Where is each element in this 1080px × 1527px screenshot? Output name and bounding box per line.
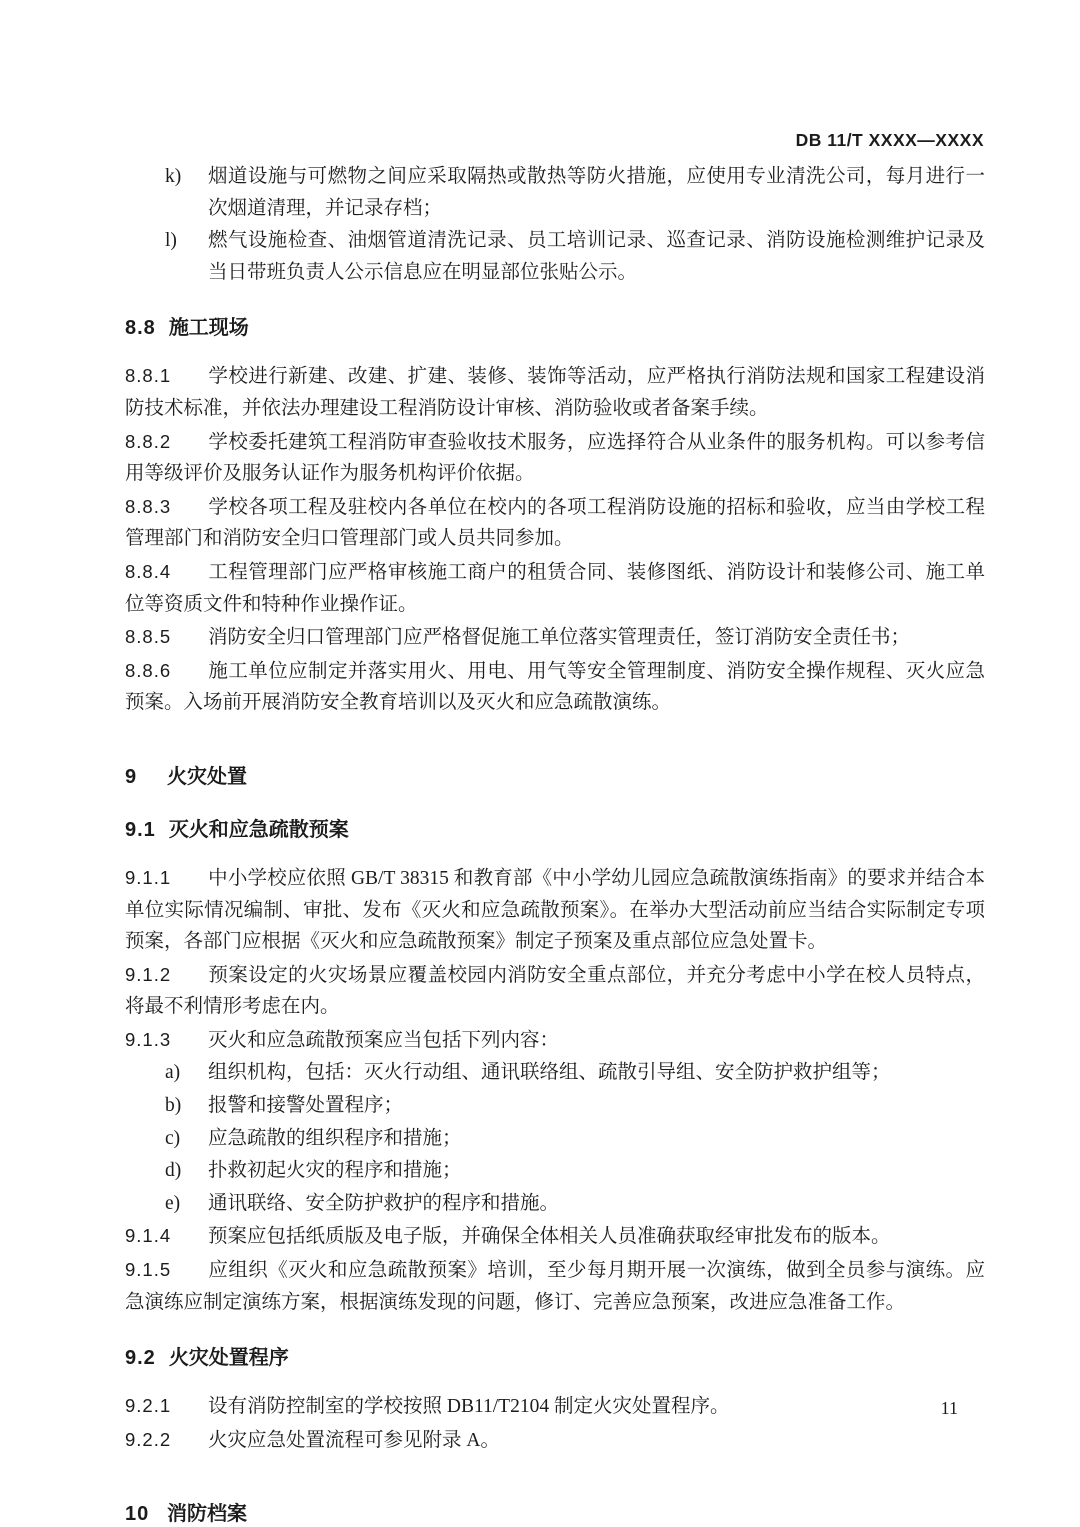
list-item-text: 烟道设施与可燃物之间应采取隔热或散热等防火措施，应使用专业清洗公司，每月进行一次烟道清理，并记录存档； — [208, 166, 985, 219]
clause-text: 施工单位应制定并落实用火、用电、用气等安全管理制度、消防安全操作规程、灭火应急预案。入场前开展消防安全教育培训以及灭火和应急疏散演练。 — [125, 660, 985, 714]
clause-text: 设有消防控制室的学校按照 DB11/T2104 制定火灾处置程序。 — [208, 1396, 730, 1418]
standard-number-header: DB 11/T XXXX—XXXX — [795, 130, 984, 150]
list-item — [125, 1057, 985, 1089]
list-marker: k) — [165, 166, 182, 187]
clause-text: 中小学校应依照 GB/T 38315 和教育部《中小学幼儿园应急疏散演练指南》的要求并结合本单位实际情况编制、审批、发布《灭火和应急疏散预案》。在举办大型活动前应当结合实际制定专项预案，各部门应根据《灭火和应急疏散预案》制定子预案及重点部位应急处置卡。 — [125, 867, 985, 953]
clause-number: 9.1.2 — [125, 963, 172, 985]
clause-text: 学校进行新建、改建、扩建、装修、装饰等活动，应严格执行消防法规和国家工程建设消防技术标准，并依法办理建设工程消防设计审核、消防验收或者备案手续。 — [125, 366, 985, 419]
list-item-text: 扑救初起火灾的程序和措施； — [208, 1160, 462, 1182]
heading-title: 火灾处置程序 — [168, 1347, 289, 1370]
list-item — [125, 1155, 985, 1187]
list-item-text: 组织机构，包括：灭火行动组、通讯联络组、疏散引导组、安全防护救护组等； — [208, 1062, 891, 1084]
clause-text: 灭火和应急疏散预案应当包括下列内容： — [208, 1029, 560, 1051]
list-item — [125, 1123, 985, 1155]
heading-number: 10 — [125, 1503, 150, 1526]
clause-number: 8.8.4 — [125, 560, 172, 582]
heading-number: 8.8 — [125, 317, 156, 340]
heading-title: 灭火和应急疏散预案 — [168, 818, 349, 841]
section-heading — [125, 1345, 985, 1371]
heading-title: 火灾处置 — [167, 765, 247, 788]
clause-paragraph — [125, 491, 985, 555]
clause-paragraph — [125, 1024, 985, 1057]
clause-text: 工程管理部门应严格审核施工商户的租赁合同、装修图纸、消防设计和装修公司、施工单位等资质文件和特种作业操作证。 — [125, 561, 985, 615]
clause-text: 学校各项工程及驻校内各单位在校内的各项工程消防设施的招标和验收，应当由学校工程管理部门和消防安全归口管理部门或人员共同参加。 — [125, 496, 985, 550]
clause-number: 9.1.4 — [125, 1225, 172, 1247]
clause-number: 9.1.1 — [125, 866, 172, 888]
clause-paragraph — [125, 655, 985, 719]
list-item — [125, 225, 985, 288]
heading-number: 9 — [125, 765, 138, 788]
clause-number: 9.2.2 — [125, 1428, 172, 1450]
section-heading — [125, 315, 985, 341]
clause-number: 8.8.3 — [125, 495, 172, 517]
clause-text: 预案设定的火灾场景应覆盖校园内消防安全重点部位，并充分考虑中小学在校人员特点，将最不利情形考虑在内。 — [125, 964, 985, 1018]
list-marker: b) — [165, 1095, 182, 1117]
clause-number: 8.8.6 — [125, 659, 172, 681]
clause-paragraph — [125, 1424, 985, 1457]
clause-text: 学校委托建筑工程消防审查验收技术服务，应选择符合从业条件的服务机构。可以参考信用等级评价及服务认证作为服务机构评价依据。 — [125, 431, 985, 485]
clause-paragraph — [125, 1390, 985, 1423]
list-item-text: 报警和接警处置程序； — [208, 1095, 404, 1117]
heading-title: 消防档案 — [167, 1503, 247, 1526]
clause-paragraph — [125, 862, 985, 958]
clause-text: 预案应包括纸质版及电子版，并确保全体相关人员准确获取经审批发布的版本。 — [208, 1226, 891, 1248]
clause-paragraph — [125, 426, 985, 490]
clause-paragraph — [125, 621, 985, 654]
clause-text: 消防安全归口管理部门应严格督促施工单位落实管理责任，签订消防安全责任书； — [208, 627, 911, 649]
clause-paragraph — [125, 556, 985, 620]
clause-text: 火灾应急处置流程可参见附录 A。 — [208, 1429, 500, 1451]
list-item-text: 燃气设施检查、油烟管道清洗记录、员工培训记录、巡查记录、消防设施检测维护记录及当日带班负责人公示信息应在明显部位张贴公示。 — [208, 230, 985, 283]
clause-number: 9.1.5 — [125, 1259, 172, 1281]
clause-text: 应组织《灭火和应急疏散预案》培训，至少每月期开展一次演练，做到全员参与演练。应急演练应制定演练方案，根据演练发现的问题，修订、完善应急预案，改进应急准备工作。 — [125, 1260, 985, 1313]
list-marker: d) — [165, 1160, 182, 1182]
chapter-heading — [125, 764, 985, 790]
heading-number: 9.2 — [125, 1347, 156, 1370]
list-marker: l) — [165, 230, 177, 252]
list-item — [125, 1188, 985, 1220]
heading-title: 施工现场 — [168, 317, 249, 340]
list-marker: a) — [165, 1062, 181, 1084]
section-heading — [125, 817, 985, 843]
clause-paragraph — [125, 1220, 985, 1253]
chapter-heading — [125, 1501, 985, 1527]
clause-number: 8.8.2 — [125, 430, 172, 452]
page-number: 11 — [940, 1398, 958, 1418]
clause-number: 8.8.5 — [125, 626, 172, 648]
list-marker: e) — [165, 1192, 181, 1214]
clause-paragraph — [125, 1254, 985, 1318]
heading-number: 9.1 — [125, 818, 156, 841]
clause-paragraph — [125, 959, 985, 1023]
list-item — [125, 1090, 985, 1122]
clause-number: 9.2.1 — [125, 1395, 172, 1417]
document-body — [125, 160, 985, 1527]
clause-number: 8.8.1 — [125, 365, 172, 387]
list-marker: c) — [165, 1127, 181, 1149]
clause-paragraph — [125, 360, 985, 424]
list-item-text: 应急疏散的组织程序和措施； — [208, 1127, 462, 1149]
clause-number: 9.1.3 — [125, 1028, 172, 1050]
list-item — [125, 161, 985, 224]
list-item-text: 通讯联络、安全防护救护的程序和措施。 — [208, 1192, 560, 1214]
